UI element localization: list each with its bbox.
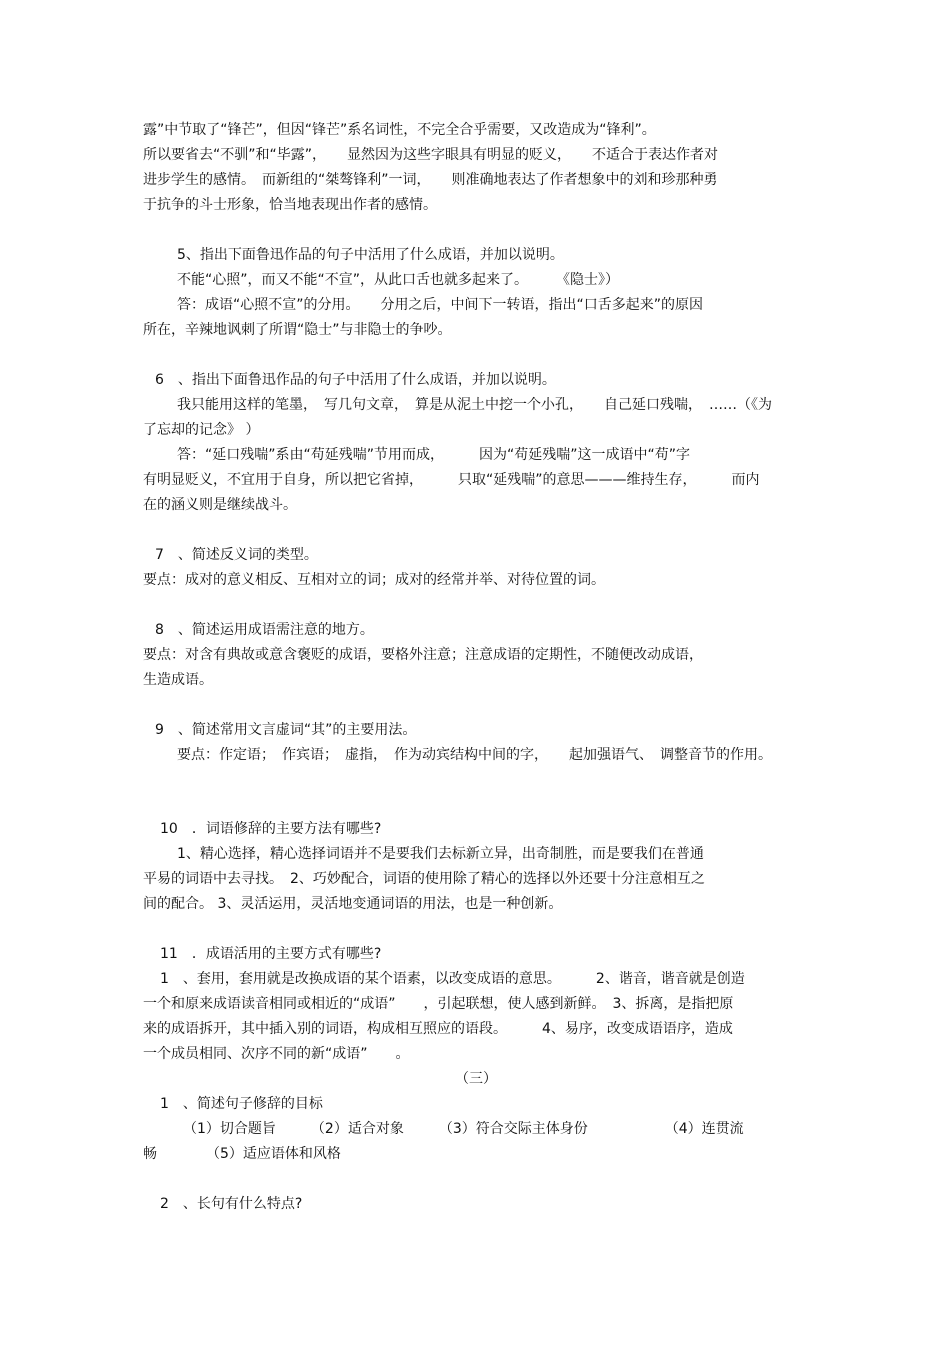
question-heading: 5、指出下面鲁迅作品的句子中活用了什么成语，并加以说明。: [177, 247, 564, 263]
text-line: 于抗争的斗士形象，恰当地表现出作者的感情。: [143, 197, 437, 213]
text-line: 答：成语“心照不宣”的分用。 分用之后，中间下一转语，指出“口舌多起来”的原因: [177, 297, 704, 313]
question-heading: 6 、指出下面鲁迅作品的句子中活用了什么成语，并加以说明。: [155, 372, 556, 388]
text-line: 不能“心照”，而又不能“不宣”，从此口舌也就多起来了。 《隐士》）: [177, 272, 620, 288]
text-line: （1）切合题旨 （2）适合对象 （3）符合交际主体身份 （4）连贯流: [183, 1121, 744, 1137]
text-line: 答：“延口残喘”系由“苟延残喘”节用而成， 因为“苟延残喘”这一成语中“苟”字: [177, 447, 691, 463]
text-line: 平易的词语中去寻找。 2、巧妙配合，词语的使用除了精心的选择以外还要十分注意相互之: [143, 871, 705, 887]
text-line: 所在，辛辣地讽刺了所谓“隐士”与非隐士的争吵。: [143, 322, 452, 338]
text-line: 1 、套用，套用就是改换成语的某个语素，以改变成语的意思。 2、谐音，谐音就是创造: [160, 971, 745, 987]
text-line: 要点：成对的意义相反、互相对立的词；成对的经常并举、对待位置的词。: [143, 572, 605, 588]
question-heading: 10 ．词语修辞的主要方法有哪些?: [160, 821, 382, 837]
text-line: 要点：对含有典故或意含褒贬的成语，要格外注意；注意成语的定期性，不随便改动成语，: [143, 647, 703, 663]
question-heading: 2 、长句有什么特点?: [160, 1196, 303, 1212]
text-line: 在的涵义则是继续战斗。: [143, 497, 297, 513]
text-line: 有明显贬义，不宜用于自身，所以把它省掉， 只取“延残喘”的意思———维持生存， 而内: [143, 472, 760, 488]
question-heading: 8 、简述运用成语需注意的地方。: [155, 622, 374, 638]
text-line: 间的配合。 3、灵活运用，灵活地变通词语的用法，也是一种创新。: [143, 896, 563, 912]
question-heading: 1 、简述句子修辞的目标: [160, 1096, 323, 1112]
text-line: 生造成语。: [143, 672, 213, 688]
text-line: 畅 （5）适应语体和风格: [143, 1146, 341, 1162]
text-line: 1、精心选择，精心选择词语并不是要我们去标新立异，出奇制胜，而是要我们在普通: [177, 846, 704, 862]
question-heading: 9 、简述常用文言虚词“其”的主要用法。: [155, 722, 417, 738]
text-line: 了忘却的记念》 ）: [143, 422, 260, 438]
text-line: 要点：作定语； 作宾语； 虚指， 作为动宾结构中间的字， 起加强语气、 调整音节的作用。: [177, 747, 772, 763]
text-line: 进步学生的感情。 而新组的“桀骜锋利”一词， 则准确地表达了作者想象中的刘和珍那种勇: [143, 172, 718, 188]
text-line: 我只能用这样的笔墨， 写几句文章， 算是从泥土中挖一个小孔， 自己延口残喘， ……（《为: [177, 397, 772, 413]
question-heading: 7 、简述反义词的类型。: [155, 547, 318, 563]
text-line: 露”中节取了“锋芒”，但因“锋芒”系名词性，不完全合乎需要，又改造成为“锋利”。: [143, 122, 656, 138]
section-heading: （三）: [455, 1071, 497, 1087]
text-line: 所以要省去“不驯”和“毕露”， 显然因为这些字眼具有明显的贬义， 不适合于表达作者对: [143, 147, 719, 163]
text-line: 一个成员相同、次序不同的新“成语” 。: [143, 1046, 410, 1062]
text-line: 一个和原来成语读音相同或相近的“成语” ，引起联想，使人感到新鲜。 3、拆离，是指把原: [143, 996, 734, 1012]
question-heading: 11 ．成语活用的主要方式有哪些?: [160, 946, 382, 962]
text-line: 来的成语拆开，其中插入别的词语，构成相互照应的语段。 4、易序，改变成语语序，造成: [143, 1021, 733, 1037]
